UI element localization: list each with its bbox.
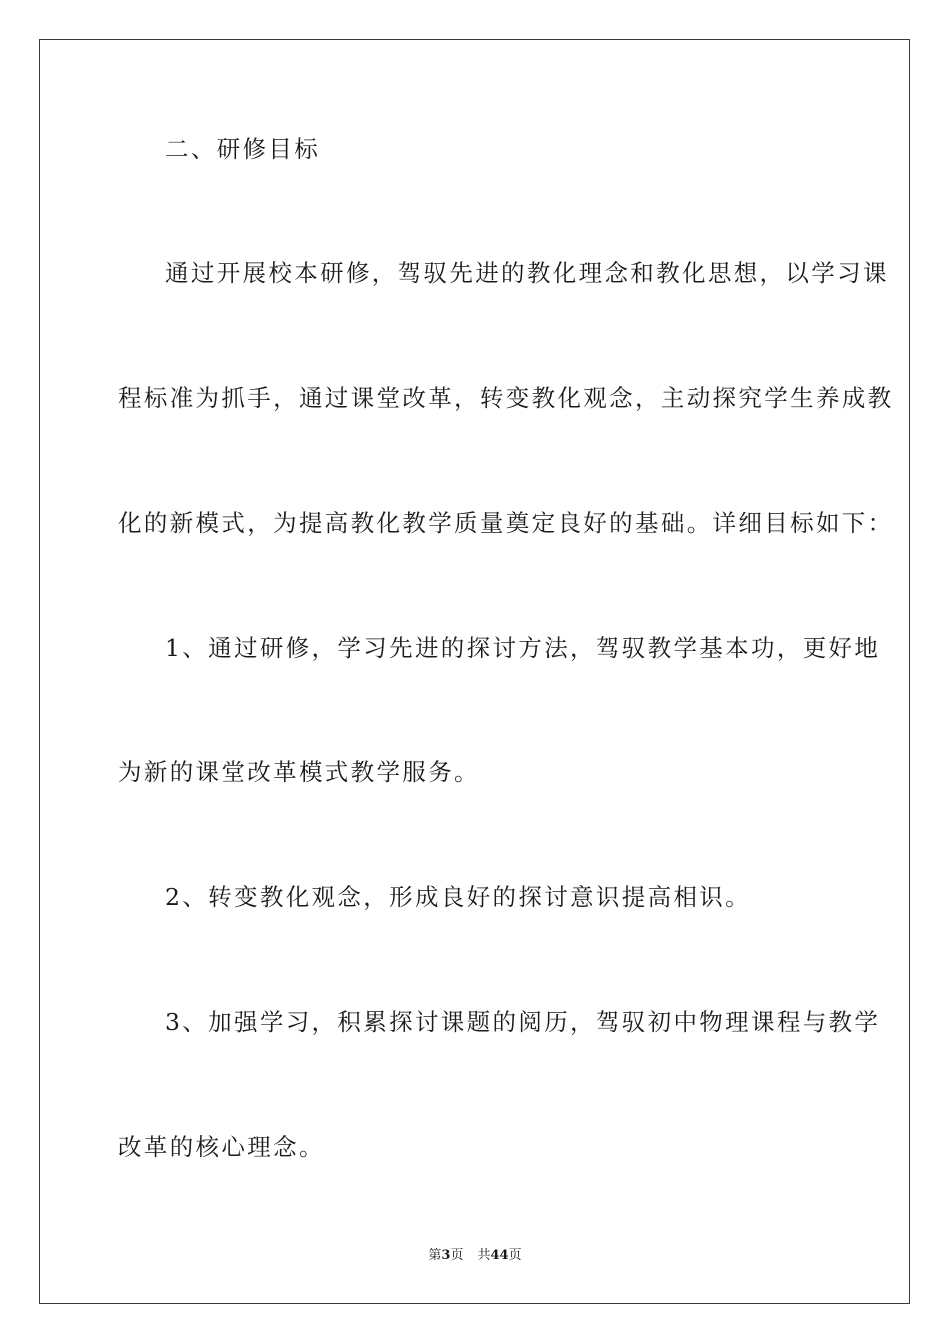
paragraph-line: 通过开展校本研修，驾驭先进的教化理念和教化思想，以学习课	[165, 259, 889, 287]
page-footer	[0, 1247, 950, 1265]
section-heading: 二、研修目标	[165, 135, 321, 163]
total-suffix: 页	[508, 1248, 522, 1263]
list-item-1-line: 为新的课堂改革模式教学服务。	[118, 758, 480, 786]
page-number: 3	[441, 1248, 451, 1263]
page-prefix: 第	[428, 1248, 442, 1263]
list-item-2-line: 2、转变教化观念，形成良好的探讨意识提高相识。	[165, 883, 752, 911]
list-item-1-line: 1、通过研修，学习先进的探讨方法，驾驭教学基本功，更好地	[165, 634, 881, 662]
list-item-3-line: 3、加强学习，积累探讨课题的阅历，驾驭初中物理课程与教学	[165, 1008, 881, 1036]
list-item-3-line: 改革的核心理念。	[118, 1133, 325, 1161]
total-prefix: 共	[477, 1248, 491, 1263]
paragraph-line: 化的新模式，为提高教化教学质量奠定良好的基础。详细目标如下：	[118, 509, 894, 537]
total-pages: 44	[490, 1248, 509, 1263]
page-suffix: 页	[450, 1248, 464, 1263]
page-border	[39, 39, 910, 1304]
paragraph-line: 程标准为抓手，通过课堂改革，转变教化观念，主动探究学生养成教	[118, 384, 894, 412]
